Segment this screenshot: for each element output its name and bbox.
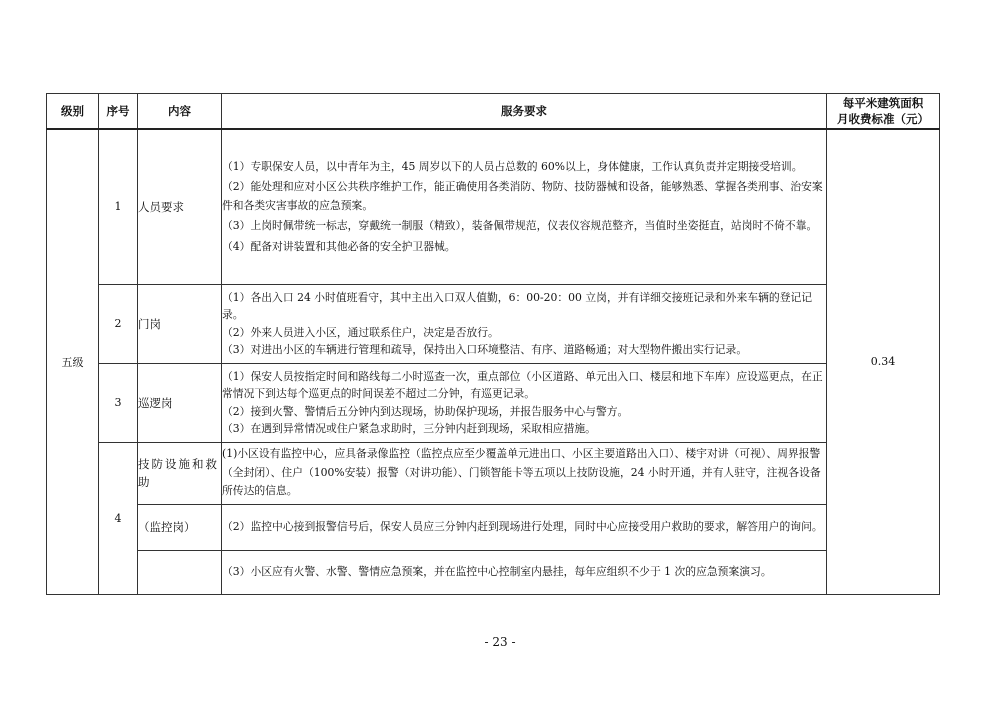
header-level: 级别: [47, 94, 99, 130]
header-fee-line1: 每平米建筑面积: [842, 96, 924, 110]
table-row: [47, 363, 940, 442]
table-row: [47, 284, 940, 363]
table-header-row: [47, 94, 940, 130]
service-standard-table: [46, 93, 940, 595]
requirement-item: （1）各出入口 24 小时值班看守，其中主出入口双人值勤，6：00-20：00 立岗，并有详细交接班记录和外来车辆的登记记录。: [222, 290, 813, 321]
requirements-cell: [222, 284, 827, 363]
seq-cell: 1: [99, 129, 138, 284]
table-row: [47, 550, 940, 594]
requirement-item: （2）能处理和应对小区公共秩序维护工作，能正确使用各类消防、物防、技防器械和设备，能够熟悉、掌握各类刑事、治安案件和各类灾害事故的应急预案。: [222, 180, 823, 212]
table-row: [47, 504, 940, 548]
seq-cell: 4: [99, 442, 138, 594]
requirements-cell: （3）小区应有火警、水警、警情应急预案，并在监控中心控制室内悬挂，每年应组织不少于 1 次的应急预案演习。: [222, 550, 827, 594]
header-content: 内容: [138, 94, 222, 130]
header-requirements: 服务要求: [222, 94, 827, 130]
fee-cell: 0.34: [827, 129, 940, 594]
level-cell: 五级: [47, 129, 99, 594]
header-seq: 序号: [99, 94, 138, 130]
requirement-item: （1）专职保安人员，以中青年为主，45 周岁以下的人员占总数的 60%以上，身体健康，工作认真负责并定期接受培训。: [222, 159, 803, 173]
content-cell: 门岗: [138, 284, 222, 363]
requirements-cell: （2）监控中心接到报警信号后，保安人员应三分钟内赶到现场进行处理，同时中心应接受用户救助的要求，解答用户的询问。: [222, 504, 827, 550]
page-number: - 23 -: [484, 635, 516, 649]
requirement-item: （4）配备对讲装置和其他必备的安全护卫器械。: [222, 239, 456, 253]
content-sub-cell: （监控岗）: [138, 504, 222, 550]
header-fee: [827, 94, 940, 130]
requirements-cell: [222, 129, 827, 284]
requirement-item: （2）外来人员进入小区，通过联系住户，决定是否放行。: [222, 325, 499, 339]
seq-cell: 3: [99, 363, 138, 442]
content-cell: 巡逻岗: [138, 363, 222, 442]
seq-cell: 2: [99, 284, 138, 363]
requirement-item: （3）在遇到异常情况或住户紧急求助时，三分钟内赶到现场，采取相应措施。: [222, 422, 596, 435]
requirement-item: （1）保安人员按指定时间和路线每二小时巡查一次，重点部位（小区道路、单元出入口、楼层和地下车库）应设巡更点，在正常情况下到达每个巡更点的时间误差不超过二分钟，有巡更记录。: [222, 369, 823, 400]
requirement-item: （3）上岗时佩带统一标志，穿戴统一制服（精致），装备佩带规范，仪表仪容规范整齐，当值时坐姿挺直，站岗时不倚不靠。: [222, 219, 818, 232]
requirement-item: （3）对进出小区的车辆进行管理和疏导，保持出入口环境整洁、有序、道路畅通；对大型物件搬出实行记录。: [222, 343, 748, 356]
requirement-item: （2）接到火警、警情后五分钟内到达现场，协助保护现场，并报告服务中心与警方。: [222, 404, 629, 418]
requirements-cell: [222, 363, 827, 442]
content-cell: 技防设施和救助: [138, 442, 222, 504]
table-row: [47, 129, 940, 284]
header-fee-line2: 月收费标准（元）: [837, 112, 929, 126]
requirements-cell: (1)小区设有监控中心，应具备录像监控（监控点应至少覆盖单元进出口、小区主要道路出入口）、楼宇对讲（可视）、周界报警（全封闭）、住户（100%安装）报警（对讲功能）、门锁智能卡等五项以上技防设施，24 小时开通，并有人驻守，注视各设备所传达的信息。: [222, 442, 827, 504]
content-empty-cell: [138, 550, 222, 594]
content-cell: 人员要求: [138, 129, 222, 284]
table-row: [47, 442, 940, 504]
